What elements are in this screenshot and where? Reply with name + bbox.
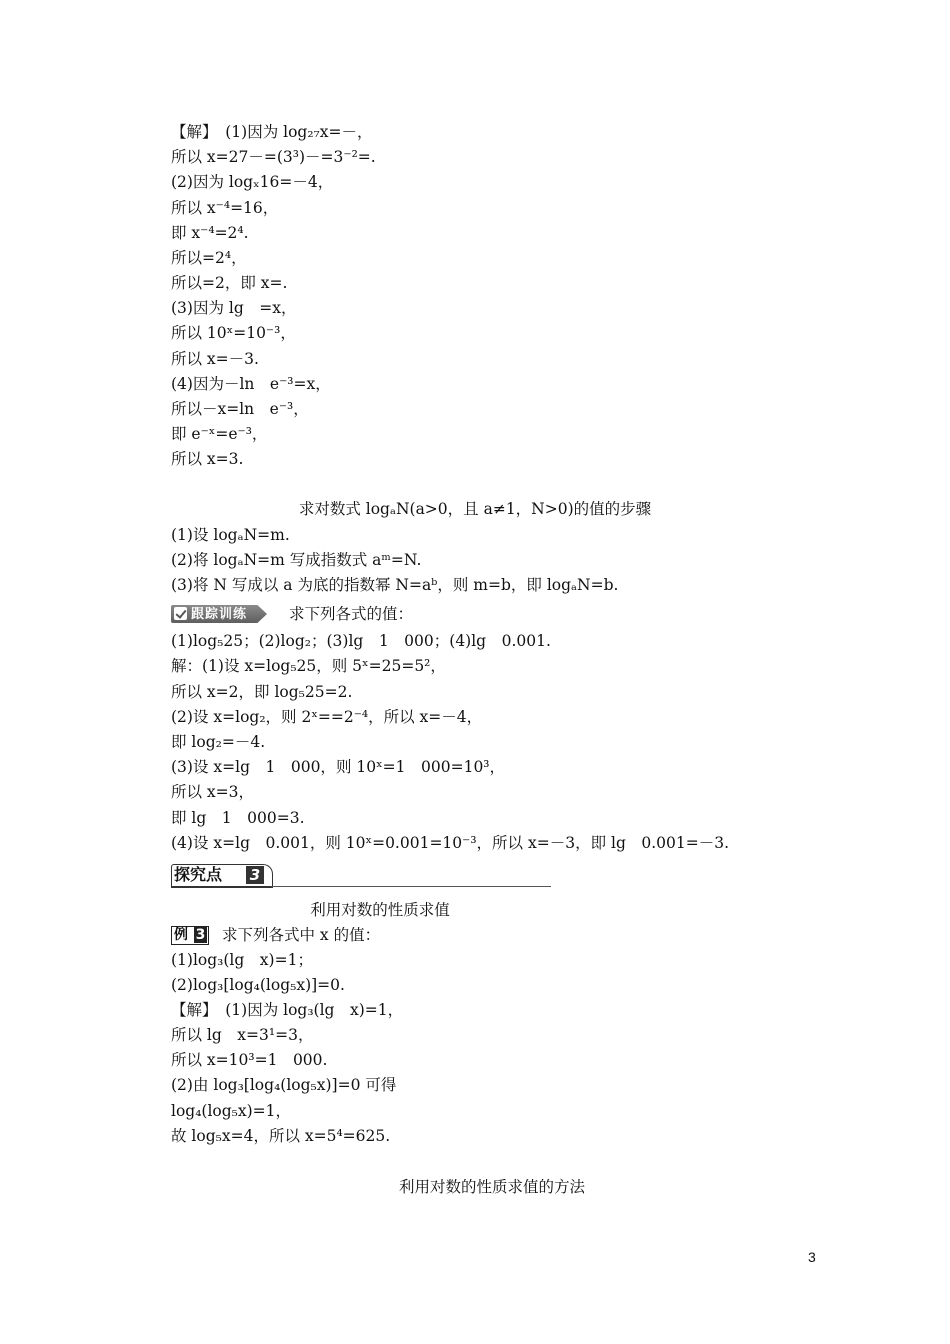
text-line: (2)log₃[log₄(log₅x)]=0.	[171, 976, 345, 994]
text-line: 所以 x=10³=1 000.	[171, 1051, 328, 1069]
text-line: 解：(1)设 x=log₅25，则 5ˣ=25=5²，	[171, 657, 446, 675]
text-line: log₄(log₅x)=1，	[171, 1102, 292, 1120]
method-title: 求对数式 logₐN(a>0，且 a≠1，N>0)的值的步骤	[298, 500, 652, 518]
text-line: 所以 x=27－=(3³)－=3⁻²=.	[171, 148, 376, 166]
text-line: 即 x⁻⁴=2⁴.	[171, 224, 249, 242]
text-line: (1)log₃(lg x)=1；	[171, 951, 313, 969]
example-prompt: 求下列各式中 x 的值：	[222, 926, 381, 944]
text-line: (2)由 log₃[log₄(log₅x)]=0 可得	[171, 1076, 397, 1094]
method-step: (1)设 logₐN=m.	[171, 526, 290, 544]
method-title: 利用对数的性质求值的方法	[398, 1178, 585, 1196]
text-line: 所以 x=2，即 log₅25=2.	[171, 683, 353, 701]
follow-prompt: 求下列各式的值：	[289, 605, 414, 623]
text-line: 即 e⁻ˣ=e⁻³，	[171, 425, 268, 443]
section-title: 利用对数的性质求值	[310, 901, 450, 919]
checklist-icon	[174, 607, 187, 620]
explore-label: 探究点	[174, 865, 223, 884]
text-line: 故 log₅x=4，所以 x=5⁴=625.	[171, 1127, 391, 1145]
example-badge	[171, 926, 209, 945]
text-line: 所以－x=ln e⁻³，	[171, 400, 309, 418]
text-line: (4)因为－ln e⁻³=x，	[171, 375, 331, 393]
example-label: 例	[174, 927, 188, 943]
method-step: (3)将 N 写成以 a 为底的指数幂 N=aᵇ，则 m=b，即 logₐN=b.	[171, 576, 619, 594]
text-line: 即 log₂=－4.	[171, 733, 266, 751]
text-line: 所以 x=3.	[171, 450, 244, 468]
text-line: (3)设 x=lg 1 000，则 10ˣ=1 000=10³，	[171, 758, 506, 776]
example-number: 3	[195, 927, 206, 943]
page-number: 3	[808, 1249, 816, 1265]
badge-label: 跟踪训练	[191, 606, 248, 621]
explore-point-header	[171, 864, 551, 888]
text-line: 【解】 (1)因为 log₂₇x=－，	[171, 123, 373, 141]
text-line: 所以=2，即 x=.	[171, 274, 288, 292]
text-line: 所以=2⁴，	[171, 249, 247, 267]
text-line: 所以 x=3，	[171, 783, 255, 801]
text-line: 所以 lg x=3¹=3，	[171, 1026, 314, 1044]
follow-training-badge	[171, 604, 271, 624]
method-step: (2)将 logₐN=m 写成指数式 aᵐ=N.	[171, 551, 422, 569]
text-line: 所以 x=－3.	[171, 350, 259, 368]
text-line: (2)设 x=log₂，则 2ˣ==2⁻⁴，所以 x=－4，	[171, 708, 483, 726]
text-line: (2)因为 logₓ16=－4，	[171, 173, 334, 191]
text-line: (4)设 x=lg 0.001，则 10ˣ=0.001=10⁻³，所以 x=－3，即 lg 0.001=－3.	[171, 834, 730, 852]
text-line: 所以 10ˣ=10⁻³，	[171, 324, 296, 342]
text-line: 【解】 (1)因为 log₃(lg x)=1，	[171, 1001, 404, 1019]
text-line: 所以 x⁻⁴=16，	[171, 199, 279, 217]
text-line: 即 lg 1 000=3.	[171, 809, 305, 827]
explore-number: 3	[246, 866, 264, 884]
text-line: (1)log₅25；(2)log₂；(3)lg 1 000；(4)lg 0.001.	[171, 632, 551, 650]
text-line: (3)因为 lg =x，	[171, 299, 297, 317]
